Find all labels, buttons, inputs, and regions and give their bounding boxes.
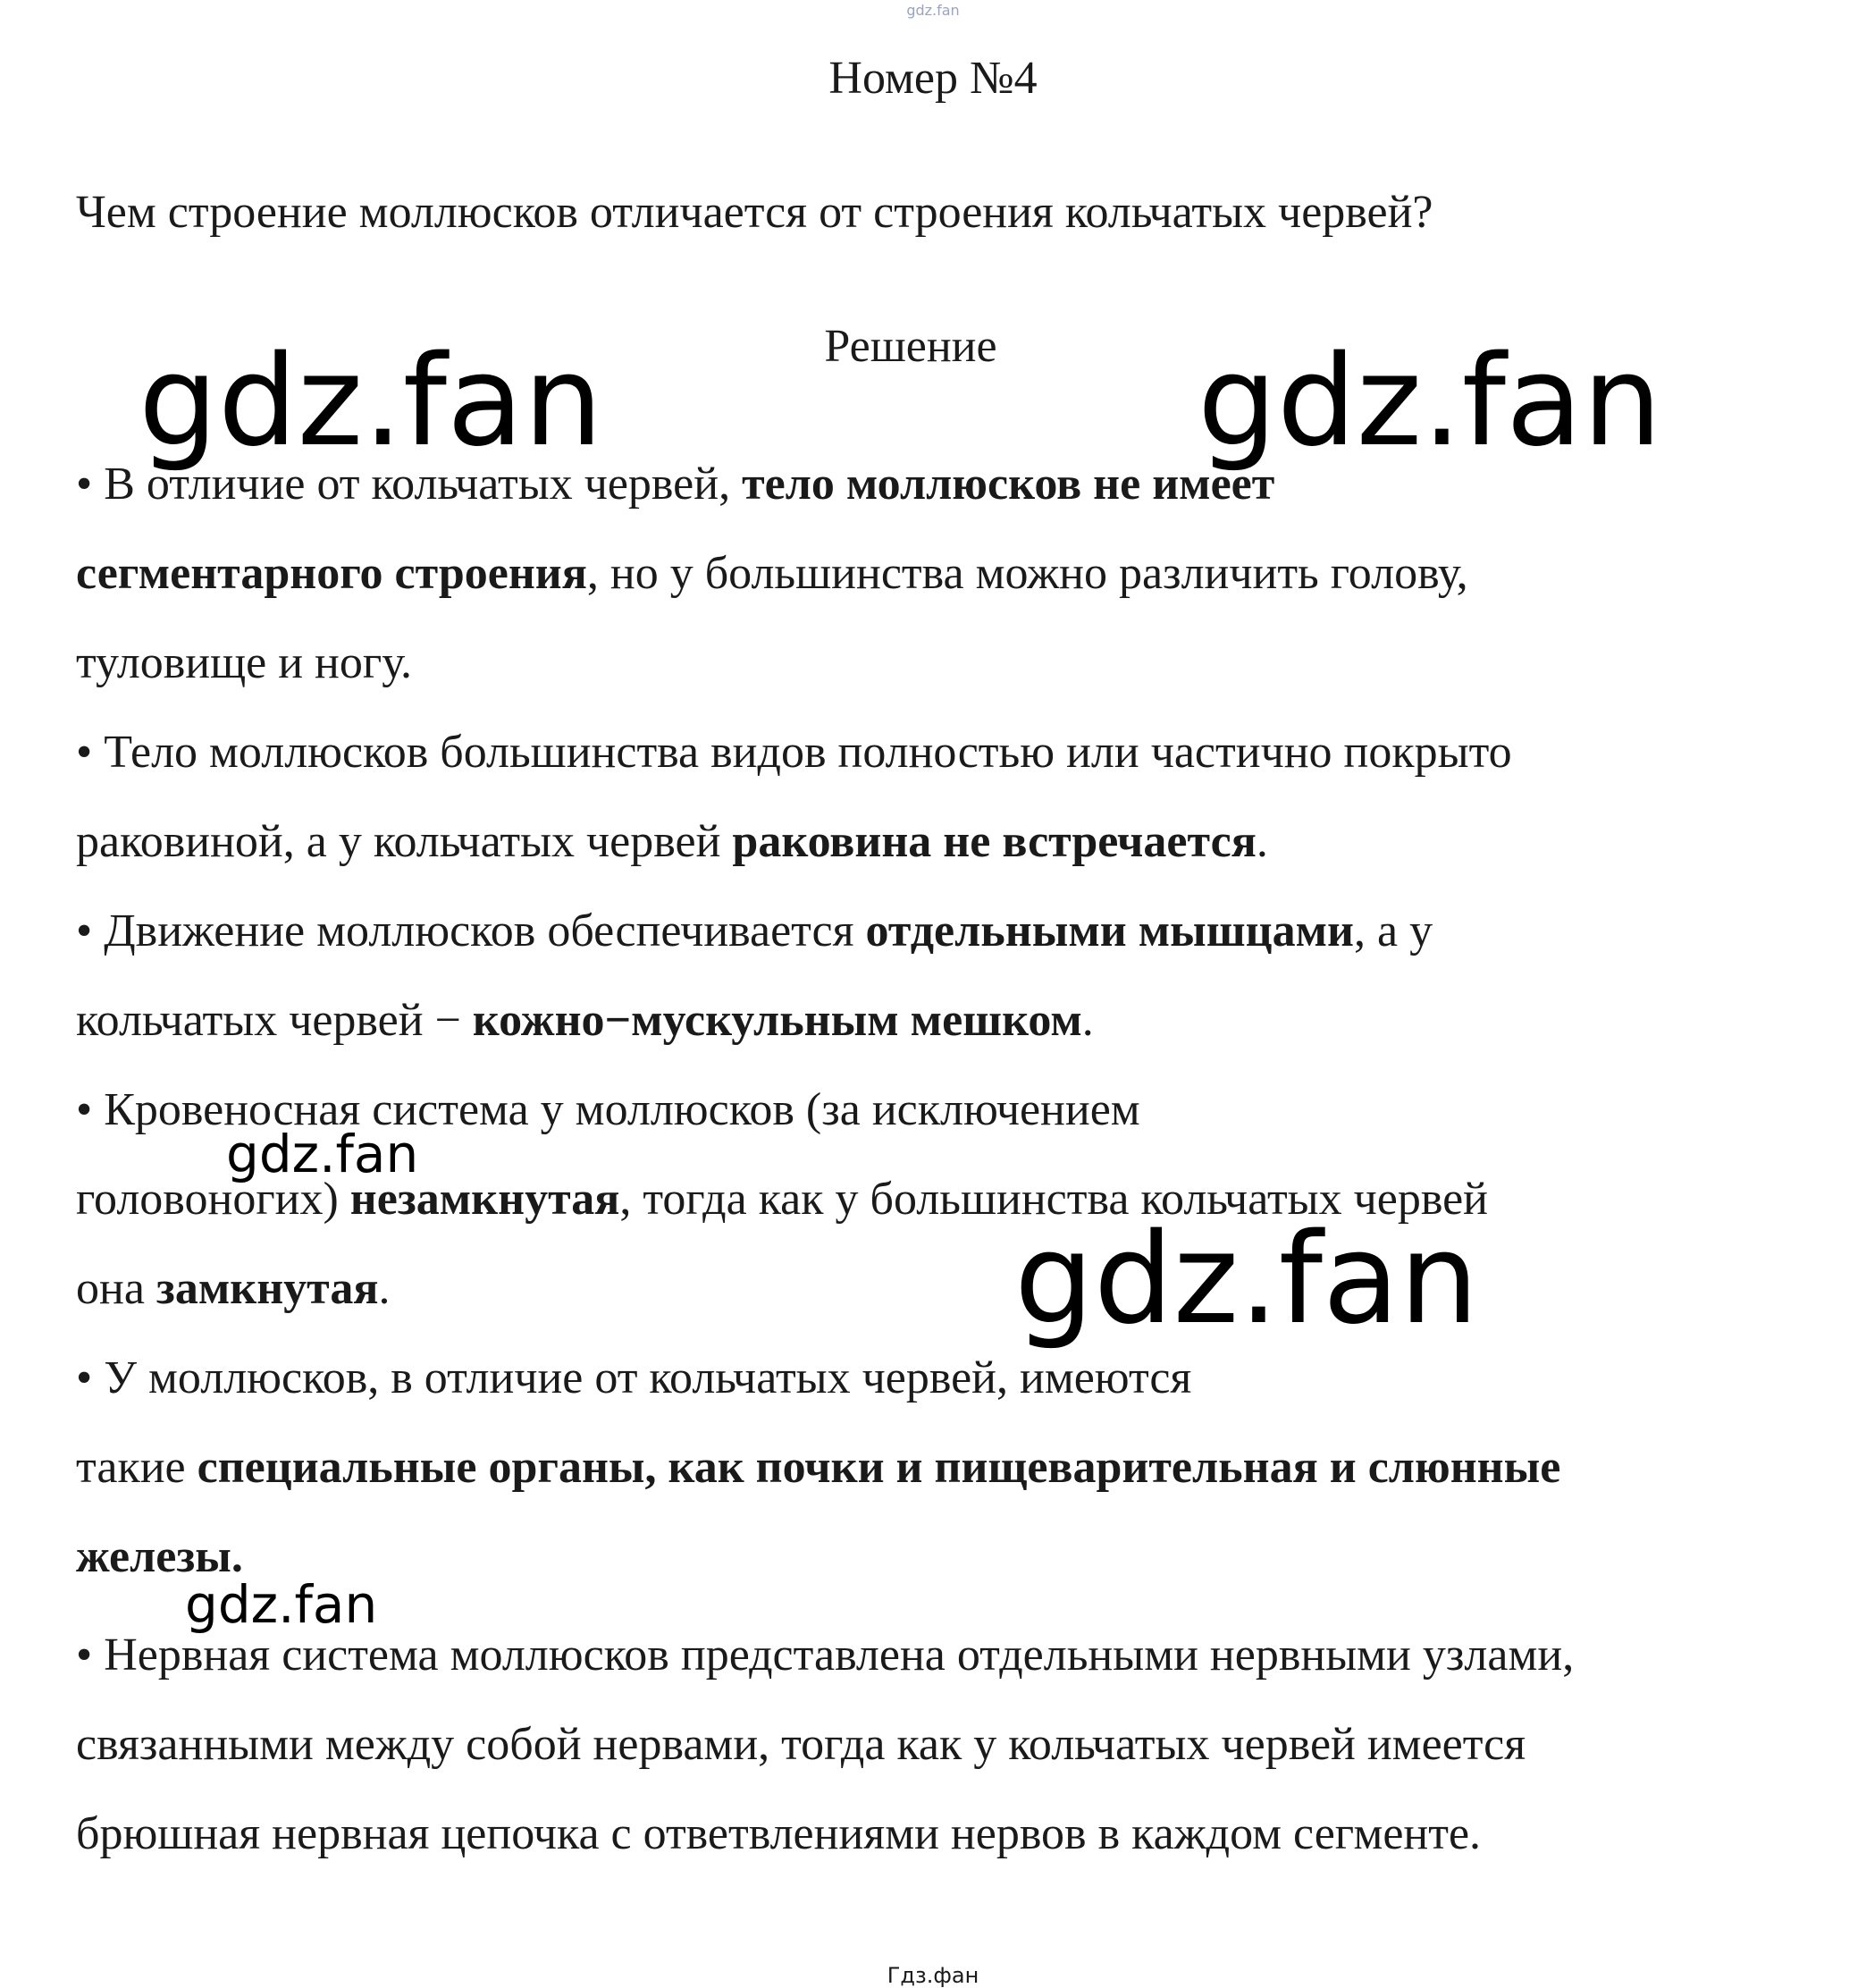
bold-segment: тело моллюсков не имеет — [742, 459, 1275, 510]
text-segment: головоногих) — [76, 1174, 350, 1225]
solution-heading: Решение — [824, 321, 997, 372]
watermark-small-lower: gdz.fan — [185, 1574, 378, 1635]
text-segment: • Тело моллюсков большинства видов полностью или частично покрыто — [76, 727, 1512, 778]
footer-watermark: Гдз.фан — [887, 1963, 979, 1988]
text-segment: связанными между собой нервами, тогда как у кольчатых червей имеется — [76, 1719, 1526, 1770]
answer-line-12 — [76, 1441, 1560, 1495]
text-segment: • В отличие от кольчатых червей, — [76, 459, 743, 510]
answer-line-5 — [76, 815, 1268, 869]
text-segment: , но у большинства можно различить голову, — [586, 548, 1468, 599]
text-segment: раковиной, а у кольчатых червей — [76, 816, 733, 867]
answer-line-2 — [76, 547, 1468, 601]
text-segment: она — [76, 1263, 156, 1314]
text-segment: такие — [76, 1442, 198, 1493]
answer-line-15 — [76, 1718, 1526, 1772]
bold-segment: незамкнутая — [349, 1174, 620, 1225]
text-segment: • У моллюсков, в отличие от кольчатых червей, имеются — [76, 1352, 1192, 1403]
text-segment: кольчатых червей − — [76, 995, 473, 1046]
answer-line-14 — [76, 1629, 1574, 1682]
question-text: Чем строение моллюсков отличается от строения кольчатых червей? — [76, 187, 1433, 238]
bold-segment: сегментарного строения — [76, 548, 587, 599]
text-segment: брюшная нервная цепочка с ответвлениями нервов в каждом сегменте. — [76, 1808, 1482, 1859]
bold-segment: замкнутая — [156, 1263, 379, 1314]
text-segment: , а у — [1353, 906, 1433, 956]
watermark-large-center: gdz.fan — [1014, 1207, 1479, 1352]
text-segment: . — [378, 1263, 391, 1314]
page-title: Номер №4 — [828, 53, 1038, 104]
answer-line-6 — [76, 905, 1433, 958]
text-segment: , тогда как у большинства кольчатых червей — [619, 1174, 1488, 1225]
watermark-large-right: gdz.fan — [1198, 329, 1662, 475]
answer-line-3 — [76, 636, 412, 690]
text-segment: • Движение моллюсков обеспечивается — [76, 906, 866, 956]
text-segment: • Нервная система моллюсков представлена отдельными нервными узлами, — [76, 1630, 1575, 1681]
text-segment: туловище и ногу. — [76, 637, 412, 688]
answer-line-10 — [76, 1262, 390, 1316]
text-segment: . — [1081, 995, 1094, 1046]
bold-segment: железы. — [76, 1531, 243, 1582]
bold-segment: раковина не встречается — [732, 816, 1257, 867]
watermark-large-left: gdz.fan — [139, 329, 603, 475]
answer-line-7 — [76, 994, 1094, 1048]
bold-segment: отдельными мышцами — [865, 906, 1354, 956]
answer-line-4 — [76, 726, 1512, 779]
answer-line-11 — [76, 1352, 1191, 1405]
top-watermark: gdz.fan — [906, 2, 960, 19]
answer-line-16 — [76, 1807, 1481, 1861]
bold-segment: кожно−мускульным мешком — [472, 995, 1082, 1046]
watermark-small-middle: gdz.fan — [226, 1124, 419, 1184]
text-segment: • Кровеносная система у моллюсков (за исключением — [76, 1084, 1140, 1135]
bold-segment: специальные органы, как почки и пищеварительная и слюнные — [197, 1442, 1561, 1493]
text-segment: . — [1256, 816, 1268, 867]
